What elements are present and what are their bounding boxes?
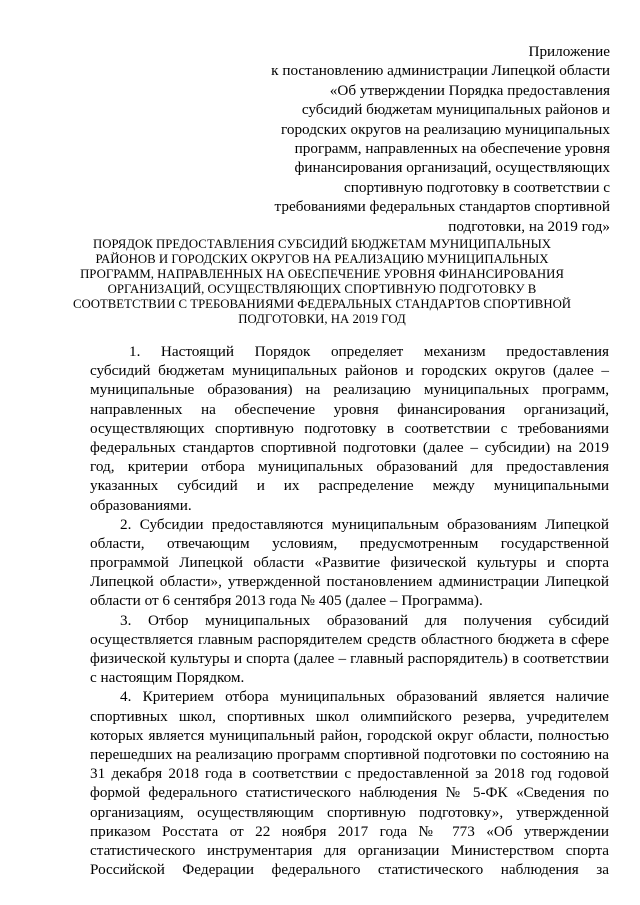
document-title [72, 237, 572, 328]
appendix-line: финансирования организаций, осуществляющих [294, 159, 610, 177]
paragraph-1-line: год, критерии отбора муниципальных образований для предоставления [90, 458, 609, 476]
title-line: СООТВЕТСТВИИ С ТРЕБОВАНИЯМИ ФЕДЕРАЛЬНЫХ СТАНДАРТОВ СПОРТИВНОЙ [72, 297, 572, 312]
appendix-line: программ, направленных на обеспечение уровня [294, 140, 610, 158]
appendix-line: Приложение [528, 43, 610, 60]
document-body [90, 342, 609, 879]
appendix-line: требованиями федеральных стандартов спортивной [274, 198, 610, 216]
title-line: ОРГАНИЗАЦИЙ, ОСУЩЕСТВЛЯЮЩИХ СПОРТИВНУЮ ПОДГОТОВКУ В [107, 282, 537, 297]
paragraph-3-line: физической культуры и спорта (далее – главный распорядитель) в соответствии [90, 650, 609, 667]
title-line: ПОРЯДОК ПРЕДОСТАВЛЕНИЯ СУБСИДИЙ БЮДЖЕТАМ МУНИЦИПАЛЬНЫХ [92, 237, 552, 251]
paragraph-1-line: образованиями. [90, 496, 192, 514]
paragraph-1-line: указанных субсидий и их распределение между муниципальными [90, 477, 609, 495]
paragraph-1-line: направленных на обеспечение уровня финансирования организаций, [90, 400, 609, 418]
paragraph-1-line: 1. Настоящий Порядок определяет механизм предоставления [129, 343, 609, 360]
title-line: ПОДГОТОВКИ, НА 2019 ГОД [238, 312, 406, 327]
paragraph-4-line: перешедших на реализацию программ спортивной подготовки по состоянию на [90, 745, 609, 763]
paragraph-4-line: 4. Критерием отбора муниципальных образований является наличие [120, 688, 609, 706]
paragraph-4-line: 31 декабря 2018 года в соответствии с предоставленной за 2018 год годовой [90, 765, 609, 783]
paragraph-4-line: формой федерального статистического наблюдения № 5-ФК «Сведения по [90, 784, 609, 802]
paragraph-1-line: субсидий бюджетам муниципальных районов и городских округов (далее – [90, 362, 609, 380]
paragraph-3-line: осуществляется главным распорядителем средств областного бюджета в сфере [90, 630, 609, 648]
paragraph-2-line: области от 6 сентября 2013 года № 405 (далее – Программа). [90, 592, 483, 610]
appendix-line: «Об утверждении Порядка предоставления [329, 81, 610, 99]
paragraph-4-line: которых является муниципальный район, городской округ области, полностью [90, 726, 609, 744]
paragraph-4-line: статистического инструментария для организации Министерством спорта [90, 841, 609, 859]
paragraph-2-line: Липецкой области», утвержденной постановлением администрации Липецкой [90, 573, 609, 591]
paragraph-4-line: спортивных школ, спортивных школ олимпийского резерва, учредителем [90, 707, 609, 725]
paragraph-4-line: приказом Росстата от 22 ноября 2017 года № 773 «Об утверждении [90, 822, 609, 840]
paragraph-1-line: муниципальные образования) на реализацию муниципальных программ, [90, 381, 609, 399]
appendix-line: городских округов на реализацию муниципальных [281, 120, 610, 138]
paragraph-1-line: федеральных стандартов спортивной подготовки (далее – субсидии) на 2019 [90, 438, 609, 456]
paragraph-3-line: 3. Отбор муниципальных образований для получения субсидий [120, 611, 609, 629]
paragraph-2-line: области, отвечающим условиям, предусмотренным государственной [90, 534, 609, 552]
appendix-line: спортивную подготовку в соответствии с [344, 178, 610, 196]
appendix-line: подготовки, на 2019 год» [448, 217, 610, 235]
paragraph-2-line: программой Липецкой области «Развитие физической культуры и спорта [90, 554, 609, 572]
appendix-line: субсидий бюджетам муниципальных районов и [301, 101, 610, 119]
paragraph-4-line: организациям, осуществляющим спортивную подготовку», утвержденной [90, 803, 609, 821]
title-line: ПРОГРАММ, НАПРАВЛЕННЫХ НА ОБЕСПЕЧЕНИЕ УРОВНЯ ФИНАНСИРОВАНИЯ [80, 267, 564, 282]
appendix-header [210, 42, 610, 236]
paragraph-1-line: осуществляющих спортивную подготовку в соответствии с требованиями [90, 419, 609, 437]
paragraph-2-line: 2. Субсидии предоставляются муниципальным образованиям Липецкой [120, 515, 609, 533]
paragraph-3-line: с настоящим Порядком. [90, 669, 245, 687]
appendix-line: к постановлению администрации Липецкой области [271, 62, 610, 80]
paragraph-4-line: Российской Федерации федерального статистического наблюдения за [90, 861, 609, 879]
title-line: РАЙОНОВ И ГОРОДСКИХ ОКРУГОВ НА РЕАЛИЗАЦИЮ МУНИЦИПАЛЬНЫХ [95, 252, 549, 267]
